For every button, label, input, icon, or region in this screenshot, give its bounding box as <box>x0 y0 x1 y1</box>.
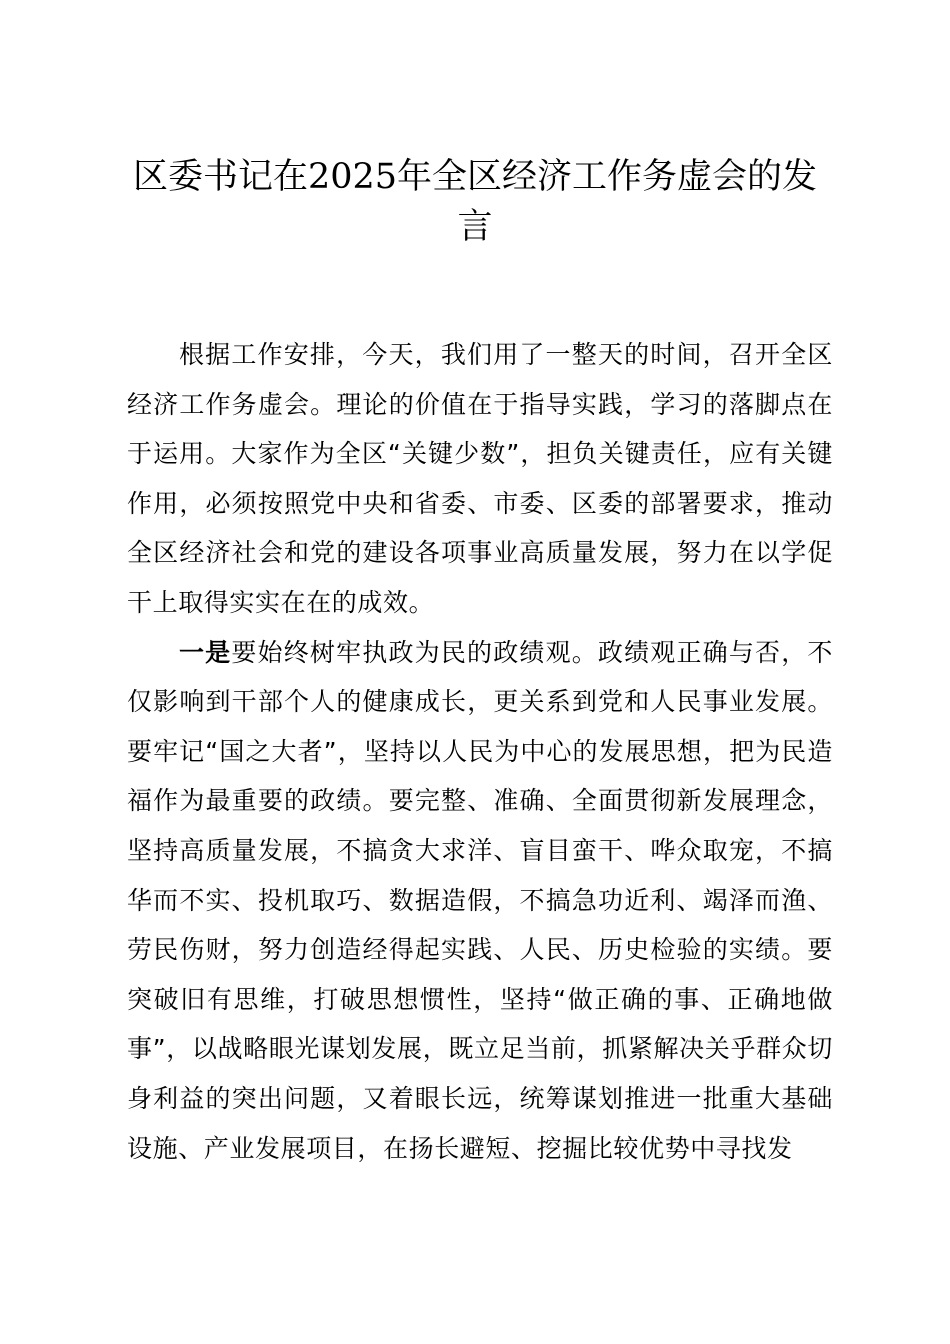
document-body <box>127 330 833 1173</box>
paragraph-text: 根据工作安排，今天，我们用了一整天的时间，召开全区经济工作务虚会。理论的价值在于指导实践，学习的落脚点在于运用。大家作为全区“关键少数”，担负关键责任，应有关键作用，必须按照党中央和省委、市委、区委的部署要求，推动全区经济社会和党的建设各项事业高质量发展，努力在以学促干上取得实实在在的成效。 <box>127 340 833 617</box>
document-title: 区委书记在2025年全区经济工作务虚会的发言 <box>132 157 818 247</box>
paragraph-lead: 一是 <box>179 637 232 667</box>
paragraph-intro <box>127 330 833 628</box>
paragraph-point-one <box>127 628 833 1174</box>
paragraph-text: 要始终树牢执政为民的政绩观。政绩观正确与否，不仅影响到干部个人的健康成长，更关系到党和人民事业发展。要牢记“国之大者”，坚持以人民为中心的发展思想，把为民造福作为最重要的政绩。要完整、准确、全面贯彻新发展理念，坚持高质量发展，不搞贪大求洋、盲目蛮干、哗众取宠，不搞华而不实、投机取巧、数据造假，不搞急功近利、竭泽而渔、劳民伤财，努力创造经得起实践、人民、历史检验的实绩。要突破旧有思维，打破思想惯性，坚持“做正确的事、正确地做事”，以战略眼光谋划发展，既立足当前，抓紧解决关乎群众切身利益的突出问题，又着眼长远，统筹谋划推进一批重大基础设施、产业发展项目，在扬长避短、挖掘比较优势中寻找发 <box>127 637 833 1163</box>
